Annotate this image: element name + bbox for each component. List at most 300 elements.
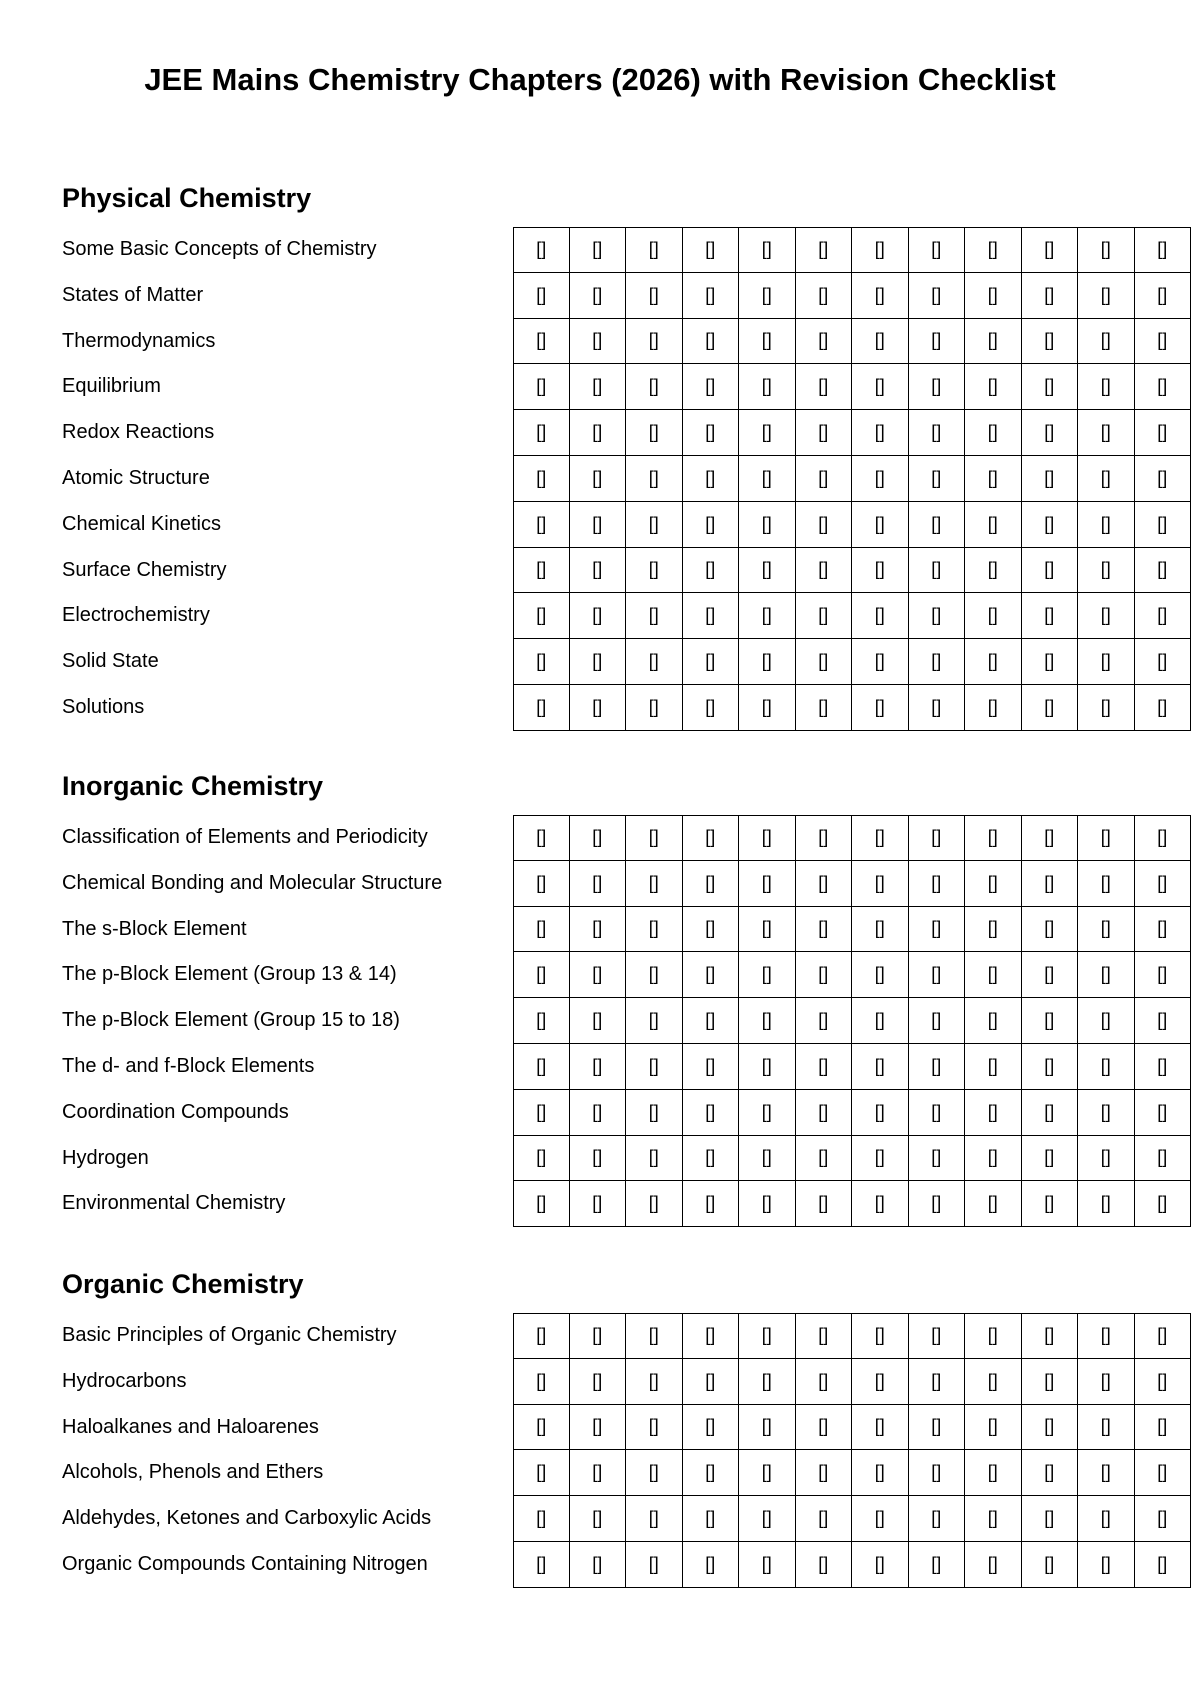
revision-checkbox[interactable]: [] (796, 319, 853, 365)
revision-checkbox[interactable]: [] (965, 548, 1022, 594)
revision-checkbox[interactable]: [] (683, 685, 740, 731)
revision-checkbox[interactable]: [] (626, 907, 683, 953)
revision-checkbox[interactable]: [] (796, 952, 853, 998)
revision-checkbox[interactable]: [] (1078, 1359, 1135, 1405)
revision-checkbox[interactable]: [] (852, 227, 909, 273)
revision-checkbox[interactable]: [] (683, 861, 740, 907)
revision-checkbox[interactable]: [] (626, 1359, 683, 1405)
revision-checkbox[interactable]: [] (1022, 319, 1079, 365)
revision-checkbox[interactable]: [] (513, 1405, 570, 1451)
revision-checkbox[interactable]: [] (1135, 227, 1192, 273)
revision-checkbox[interactable]: [] (1078, 1044, 1135, 1090)
revision-checkbox[interactable]: [] (1022, 998, 1079, 1044)
revision-checkbox[interactable]: [] (683, 1090, 740, 1136)
revision-checkbox[interactable]: [] (513, 1181, 570, 1227)
revision-checkbox[interactable]: [] (570, 1181, 627, 1227)
revision-checkbox[interactable]: [] (1022, 907, 1079, 953)
revision-checkbox[interactable]: [] (909, 502, 966, 548)
revision-checkbox[interactable]: [] (1135, 502, 1192, 548)
revision-checkbox[interactable]: [] (1078, 685, 1135, 731)
revision-checkbox[interactable]: [] (796, 815, 853, 861)
revision-checkbox[interactable]: [] (1135, 861, 1192, 907)
revision-checkbox[interactable]: [] (909, 639, 966, 685)
revision-checkbox[interactable]: [] (570, 952, 627, 998)
revision-checkbox[interactable]: [] (909, 907, 966, 953)
revision-checkbox[interactable]: [] (965, 861, 1022, 907)
revision-checkbox[interactable]: [] (739, 593, 796, 639)
revision-checkbox[interactable]: [] (1078, 548, 1135, 594)
revision-checkbox[interactable]: [] (852, 1496, 909, 1542)
revision-checkbox[interactable]: [] (852, 410, 909, 456)
revision-checkbox[interactable]: [] (683, 319, 740, 365)
revision-checkbox[interactable]: [] (626, 273, 683, 319)
revision-checkbox[interactable]: [] (796, 639, 853, 685)
revision-checkbox[interactable]: [] (683, 1181, 740, 1227)
revision-checkbox[interactable]: [] (965, 593, 1022, 639)
revision-checkbox[interactable]: [] (1022, 456, 1079, 502)
revision-checkbox[interactable]: [] (1022, 1542, 1079, 1588)
revision-checkbox[interactable]: [] (796, 364, 853, 410)
revision-checkbox[interactable]: [] (1022, 273, 1079, 319)
revision-checkbox[interactable]: [] (739, 1405, 796, 1451)
revision-checkbox[interactable]: [] (796, 998, 853, 1044)
revision-checkbox[interactable]: [] (626, 456, 683, 502)
revision-checkbox[interactable]: [] (1022, 1181, 1079, 1227)
revision-checkbox[interactable]: [] (1135, 364, 1192, 410)
revision-checkbox[interactable]: [] (513, 952, 570, 998)
revision-checkbox[interactable]: [] (1022, 548, 1079, 594)
revision-checkbox[interactable]: [] (513, 1359, 570, 1405)
revision-checkbox[interactable]: [] (909, 685, 966, 731)
revision-checkbox[interactable]: [] (796, 1044, 853, 1090)
revision-checkbox[interactable]: [] (1078, 1181, 1135, 1227)
revision-checkbox[interactable]: [] (965, 319, 1022, 365)
revision-checkbox[interactable]: [] (1135, 1181, 1192, 1227)
revision-checkbox[interactable]: [] (513, 998, 570, 1044)
revision-checkbox[interactable]: [] (683, 273, 740, 319)
revision-checkbox[interactable]: [] (683, 998, 740, 1044)
revision-checkbox[interactable]: [] (683, 227, 740, 273)
revision-checkbox[interactable]: [] (513, 907, 570, 953)
revision-checkbox[interactable]: [] (1135, 907, 1192, 953)
revision-checkbox[interactable]: [] (513, 273, 570, 319)
revision-checkbox[interactable]: [] (965, 273, 1022, 319)
revision-checkbox[interactable]: [] (1078, 502, 1135, 548)
revision-checkbox[interactable]: [] (965, 1136, 1022, 1182)
revision-checkbox[interactable]: [] (626, 1313, 683, 1359)
revision-checkbox[interactable]: [] (570, 456, 627, 502)
revision-checkbox[interactable]: [] (1078, 998, 1135, 1044)
revision-checkbox[interactable]: [] (570, 593, 627, 639)
revision-checkbox[interactable]: [] (1078, 273, 1135, 319)
revision-checkbox[interactable]: [] (739, 952, 796, 998)
revision-checkbox[interactable]: [] (1078, 319, 1135, 365)
revision-checkbox[interactable]: [] (796, 861, 853, 907)
revision-checkbox[interactable]: [] (1135, 319, 1192, 365)
revision-checkbox[interactable]: [] (796, 907, 853, 953)
revision-checkbox[interactable]: [] (683, 815, 740, 861)
revision-checkbox[interactable]: [] (570, 639, 627, 685)
revision-checkbox[interactable]: [] (1022, 593, 1079, 639)
revision-checkbox[interactable]: [] (1135, 952, 1192, 998)
revision-checkbox[interactable]: [] (626, 364, 683, 410)
revision-checkbox[interactable]: [] (1135, 998, 1192, 1044)
revision-checkbox[interactable]: [] (626, 227, 683, 273)
revision-checkbox[interactable]: [] (965, 907, 1022, 953)
revision-checkbox[interactable]: [] (570, 1136, 627, 1182)
revision-checkbox[interactable]: [] (570, 273, 627, 319)
revision-checkbox[interactable]: [] (965, 1044, 1022, 1090)
revision-checkbox[interactable]: [] (683, 952, 740, 998)
revision-checkbox[interactable]: [] (683, 1450, 740, 1496)
revision-checkbox[interactable]: [] (739, 639, 796, 685)
revision-checkbox[interactable]: [] (739, 1450, 796, 1496)
revision-checkbox[interactable]: [] (852, 1542, 909, 1588)
revision-checkbox[interactable]: [] (1135, 593, 1192, 639)
revision-checkbox[interactable]: [] (1078, 907, 1135, 953)
revision-checkbox[interactable]: [] (513, 364, 570, 410)
revision-checkbox[interactable]: [] (570, 998, 627, 1044)
revision-checkbox[interactable]: [] (570, 1044, 627, 1090)
revision-checkbox[interactable]: [] (626, 548, 683, 594)
revision-checkbox[interactable]: [] (852, 273, 909, 319)
revision-checkbox[interactable]: [] (683, 410, 740, 456)
revision-checkbox[interactable]: [] (626, 1136, 683, 1182)
revision-checkbox[interactable]: [] (796, 1181, 853, 1227)
revision-checkbox[interactable]: [] (513, 1313, 570, 1359)
revision-checkbox[interactable]: [] (1078, 1542, 1135, 1588)
revision-checkbox[interactable]: [] (1135, 1496, 1192, 1542)
revision-checkbox[interactable]: [] (852, 456, 909, 502)
revision-checkbox[interactable]: [] (1022, 952, 1079, 998)
revision-checkbox[interactable]: [] (965, 998, 1022, 1044)
revision-checkbox[interactable]: [] (570, 1405, 627, 1451)
revision-checkbox[interactable]: [] (626, 639, 683, 685)
revision-checkbox[interactable]: [] (1078, 639, 1135, 685)
revision-checkbox[interactable]: [] (909, 410, 966, 456)
revision-checkbox[interactable]: [] (739, 364, 796, 410)
revision-checkbox[interactable]: [] (570, 227, 627, 273)
revision-checkbox[interactable]: [] (852, 1450, 909, 1496)
revision-checkbox[interactable]: [] (965, 685, 1022, 731)
revision-checkbox[interactable]: [] (796, 1542, 853, 1588)
revision-checkbox[interactable]: [] (852, 364, 909, 410)
revision-checkbox[interactable]: [] (1135, 1313, 1192, 1359)
revision-checkbox[interactable]: [] (513, 319, 570, 365)
revision-checkbox[interactable]: [] (683, 1136, 740, 1182)
revision-checkbox[interactable]: [] (513, 861, 570, 907)
revision-checkbox[interactable]: [] (1135, 410, 1192, 456)
revision-checkbox[interactable]: [] (1078, 593, 1135, 639)
revision-checkbox[interactable]: [] (570, 907, 627, 953)
revision-checkbox[interactable]: [] (1135, 273, 1192, 319)
revision-checkbox[interactable]: [] (852, 639, 909, 685)
revision-checkbox[interactable]: [] (1078, 364, 1135, 410)
revision-checkbox[interactable]: [] (965, 1496, 1022, 1542)
revision-checkbox[interactable]: [] (1022, 1136, 1079, 1182)
revision-checkbox[interactable]: [] (852, 548, 909, 594)
revision-checkbox[interactable]: [] (852, 907, 909, 953)
revision-checkbox[interactable]: [] (852, 1136, 909, 1182)
revision-checkbox[interactable]: [] (1022, 861, 1079, 907)
revision-checkbox[interactable]: [] (1135, 1136, 1192, 1182)
revision-checkbox[interactable]: [] (909, 998, 966, 1044)
revision-checkbox[interactable]: [] (739, 273, 796, 319)
revision-checkbox[interactable]: [] (1135, 1359, 1192, 1405)
revision-checkbox[interactable]: [] (1078, 227, 1135, 273)
revision-checkbox[interactable]: [] (1022, 815, 1079, 861)
revision-checkbox[interactable]: [] (739, 907, 796, 953)
revision-checkbox[interactable]: [] (683, 639, 740, 685)
revision-checkbox[interactable]: [] (739, 1136, 796, 1182)
revision-checkbox[interactable]: [] (513, 1136, 570, 1182)
revision-checkbox[interactable]: [] (1022, 1359, 1079, 1405)
revision-checkbox[interactable]: [] (965, 1359, 1022, 1405)
revision-checkbox[interactable]: [] (909, 1136, 966, 1182)
revision-checkbox[interactable]: [] (1078, 1450, 1135, 1496)
revision-checkbox[interactable]: [] (683, 1359, 740, 1405)
revision-checkbox[interactable]: [] (852, 815, 909, 861)
revision-checkbox[interactable]: [] (739, 861, 796, 907)
revision-checkbox[interactable]: [] (1078, 815, 1135, 861)
revision-checkbox[interactable]: [] (852, 1044, 909, 1090)
revision-checkbox[interactable]: [] (570, 548, 627, 594)
revision-checkbox[interactable]: [] (570, 1090, 627, 1136)
revision-checkbox[interactable]: [] (739, 1542, 796, 1588)
revision-checkbox[interactable]: [] (965, 1542, 1022, 1588)
revision-checkbox[interactable]: [] (965, 1181, 1022, 1227)
revision-checkbox[interactable]: [] (1022, 1405, 1079, 1451)
revision-checkbox[interactable]: [] (1135, 1090, 1192, 1136)
revision-checkbox[interactable]: [] (570, 861, 627, 907)
revision-checkbox[interactable]: [] (683, 548, 740, 594)
revision-checkbox[interactable]: [] (683, 1496, 740, 1542)
revision-checkbox[interactable]: [] (1078, 1496, 1135, 1542)
revision-checkbox[interactable]: [] (796, 1450, 853, 1496)
revision-checkbox[interactable]: [] (796, 273, 853, 319)
revision-checkbox[interactable]: [] (796, 548, 853, 594)
revision-checkbox[interactable]: [] (1022, 639, 1079, 685)
revision-checkbox[interactable]: [] (909, 273, 966, 319)
revision-checkbox[interactable]: [] (513, 227, 570, 273)
revision-checkbox[interactable]: [] (852, 861, 909, 907)
revision-checkbox[interactable]: [] (1078, 1313, 1135, 1359)
revision-checkbox[interactable]: [] (1078, 1136, 1135, 1182)
revision-checkbox[interactable]: [] (739, 227, 796, 273)
revision-checkbox[interactable]: [] (965, 502, 1022, 548)
revision-checkbox[interactable]: [] (965, 952, 1022, 998)
revision-checkbox[interactable]: [] (796, 1090, 853, 1136)
revision-checkbox[interactable]: [] (909, 1542, 966, 1588)
revision-checkbox[interactable]: [] (570, 1359, 627, 1405)
revision-checkbox[interactable]: [] (570, 1450, 627, 1496)
revision-checkbox[interactable]: [] (513, 456, 570, 502)
revision-checkbox[interactable]: [] (1022, 1496, 1079, 1542)
revision-checkbox[interactable]: [] (513, 548, 570, 594)
revision-checkbox[interactable]: [] (739, 1090, 796, 1136)
revision-checkbox[interactable]: [] (739, 319, 796, 365)
revision-checkbox[interactable]: [] (852, 685, 909, 731)
revision-checkbox[interactable]: [] (965, 1313, 1022, 1359)
revision-checkbox[interactable]: [] (513, 1496, 570, 1542)
revision-checkbox[interactable]: [] (1022, 1313, 1079, 1359)
revision-checkbox[interactable]: [] (1022, 410, 1079, 456)
revision-checkbox[interactable]: [] (739, 815, 796, 861)
revision-checkbox[interactable]: [] (626, 1450, 683, 1496)
revision-checkbox[interactable]: [] (626, 502, 683, 548)
revision-checkbox[interactable]: [] (1022, 227, 1079, 273)
revision-checkbox[interactable]: [] (796, 456, 853, 502)
revision-checkbox[interactable]: [] (796, 1496, 853, 1542)
revision-checkbox[interactable]: [] (1078, 861, 1135, 907)
revision-checkbox[interactable]: [] (513, 1450, 570, 1496)
revision-checkbox[interactable]: [] (683, 364, 740, 410)
revision-checkbox[interactable]: [] (1022, 1450, 1079, 1496)
revision-checkbox[interactable]: [] (570, 685, 627, 731)
revision-checkbox[interactable]: [] (570, 815, 627, 861)
revision-checkbox[interactable]: [] (739, 502, 796, 548)
revision-checkbox[interactable]: [] (626, 685, 683, 731)
revision-checkbox[interactable]: [] (852, 952, 909, 998)
revision-checkbox[interactable]: [] (852, 998, 909, 1044)
revision-checkbox[interactable]: [] (1078, 456, 1135, 502)
revision-checkbox[interactable]: [] (796, 502, 853, 548)
revision-checkbox[interactable]: [] (739, 1496, 796, 1542)
revision-checkbox[interactable]: [] (1135, 1044, 1192, 1090)
revision-checkbox[interactable]: [] (909, 1359, 966, 1405)
revision-checkbox[interactable]: [] (739, 410, 796, 456)
revision-checkbox[interactable]: [] (570, 410, 627, 456)
revision-checkbox[interactable]: [] (626, 1044, 683, 1090)
revision-checkbox[interactable]: [] (852, 502, 909, 548)
revision-checkbox[interactable]: [] (852, 1313, 909, 1359)
revision-checkbox[interactable]: [] (909, 1181, 966, 1227)
revision-checkbox[interactable]: [] (513, 1542, 570, 1588)
revision-checkbox[interactable]: [] (796, 410, 853, 456)
revision-checkbox[interactable]: [] (1078, 952, 1135, 998)
revision-checkbox[interactable]: [] (1022, 502, 1079, 548)
revision-checkbox[interactable]: [] (626, 1542, 683, 1588)
revision-checkbox[interactable]: [] (1022, 364, 1079, 410)
revision-checkbox[interactable]: [] (965, 1090, 1022, 1136)
revision-checkbox[interactable]: [] (739, 1181, 796, 1227)
revision-checkbox[interactable]: [] (513, 685, 570, 731)
revision-checkbox[interactable]: [] (739, 548, 796, 594)
revision-checkbox[interactable]: [] (909, 548, 966, 594)
revision-checkbox[interactable]: [] (852, 593, 909, 639)
revision-checkbox[interactable]: [] (852, 1181, 909, 1227)
revision-checkbox[interactable]: [] (683, 1313, 740, 1359)
revision-checkbox[interactable]: [] (739, 685, 796, 731)
revision-checkbox[interactable]: [] (909, 1044, 966, 1090)
revision-checkbox[interactable]: [] (965, 456, 1022, 502)
revision-checkbox[interactable]: [] (683, 456, 740, 502)
revision-checkbox[interactable]: [] (570, 502, 627, 548)
revision-checkbox[interactable]: [] (1135, 815, 1192, 861)
revision-checkbox[interactable]: [] (739, 998, 796, 1044)
revision-checkbox[interactable]: [] (626, 815, 683, 861)
revision-checkbox[interactable]: [] (1135, 1542, 1192, 1588)
revision-checkbox[interactable]: [] (739, 1359, 796, 1405)
revision-checkbox[interactable]: [] (909, 1090, 966, 1136)
revision-checkbox[interactable]: [] (513, 593, 570, 639)
revision-checkbox[interactable]: [] (626, 1090, 683, 1136)
revision-checkbox[interactable]: [] (626, 1496, 683, 1542)
revision-checkbox[interactable]: [] (852, 319, 909, 365)
revision-checkbox[interactable]: [] (1022, 1090, 1079, 1136)
revision-checkbox[interactable]: [] (965, 227, 1022, 273)
revision-checkbox[interactable]: [] (796, 1136, 853, 1182)
revision-checkbox[interactable]: [] (1135, 639, 1192, 685)
revision-checkbox[interactable]: [] (683, 1405, 740, 1451)
revision-checkbox[interactable]: [] (909, 952, 966, 998)
revision-checkbox[interactable]: [] (852, 1090, 909, 1136)
revision-checkbox[interactable]: [] (965, 1405, 1022, 1451)
revision-checkbox[interactable]: [] (796, 685, 853, 731)
revision-checkbox[interactable]: [] (1135, 456, 1192, 502)
revision-checkbox[interactable]: [] (909, 227, 966, 273)
revision-checkbox[interactable]: [] (739, 1044, 796, 1090)
revision-checkbox[interactable]: [] (796, 1359, 853, 1405)
revision-checkbox[interactable]: [] (739, 1313, 796, 1359)
revision-checkbox[interactable]: [] (965, 410, 1022, 456)
revision-checkbox[interactable]: [] (570, 1542, 627, 1588)
revision-checkbox[interactable]: [] (570, 319, 627, 365)
revision-checkbox[interactable]: [] (626, 319, 683, 365)
revision-checkbox[interactable]: [] (965, 1450, 1022, 1496)
revision-checkbox[interactable]: [] (909, 593, 966, 639)
revision-checkbox[interactable]: [] (626, 593, 683, 639)
revision-checkbox[interactable]: [] (852, 1359, 909, 1405)
revision-checkbox[interactable]: [] (909, 815, 966, 861)
revision-checkbox[interactable]: [] (513, 1044, 570, 1090)
revision-checkbox[interactable]: [] (570, 1313, 627, 1359)
revision-checkbox[interactable]: [] (1135, 548, 1192, 594)
revision-checkbox[interactable]: [] (683, 1044, 740, 1090)
revision-checkbox[interactable]: [] (626, 998, 683, 1044)
revision-checkbox[interactable]: [] (965, 815, 1022, 861)
revision-checkbox[interactable]: [] (909, 364, 966, 410)
revision-checkbox[interactable]: [] (513, 502, 570, 548)
revision-checkbox[interactable]: [] (739, 456, 796, 502)
revision-checkbox[interactable]: [] (570, 364, 627, 410)
revision-checkbox[interactable]: [] (965, 639, 1022, 685)
revision-checkbox[interactable]: [] (909, 861, 966, 907)
revision-checkbox[interactable]: [] (909, 319, 966, 365)
revision-checkbox[interactable]: [] (796, 593, 853, 639)
revision-checkbox[interactable]: [] (513, 639, 570, 685)
revision-checkbox[interactable]: [] (683, 502, 740, 548)
revision-checkbox[interactable]: [] (683, 1542, 740, 1588)
revision-checkbox[interactable]: [] (796, 1313, 853, 1359)
revision-checkbox[interactable]: [] (626, 410, 683, 456)
revision-checkbox[interactable]: [] (1078, 1090, 1135, 1136)
revision-checkbox[interactable]: [] (852, 1405, 909, 1451)
revision-checkbox[interactable]: [] (626, 861, 683, 907)
revision-checkbox[interactable]: [] (1135, 685, 1192, 731)
revision-checkbox[interactable]: [] (909, 1450, 966, 1496)
revision-checkbox[interactable]: [] (796, 227, 853, 273)
revision-checkbox[interactable]: [] (1078, 1405, 1135, 1451)
revision-checkbox[interactable]: [] (1078, 410, 1135, 456)
revision-checkbox[interactable]: [] (683, 907, 740, 953)
revision-checkbox[interactable]: [] (909, 1313, 966, 1359)
revision-checkbox[interactable]: [] (909, 1496, 966, 1542)
revision-checkbox[interactable]: [] (909, 456, 966, 502)
revision-checkbox[interactable]: [] (626, 952, 683, 998)
revision-checkbox[interactable]: [] (1022, 1044, 1079, 1090)
revision-checkbox[interactable]: [] (965, 364, 1022, 410)
